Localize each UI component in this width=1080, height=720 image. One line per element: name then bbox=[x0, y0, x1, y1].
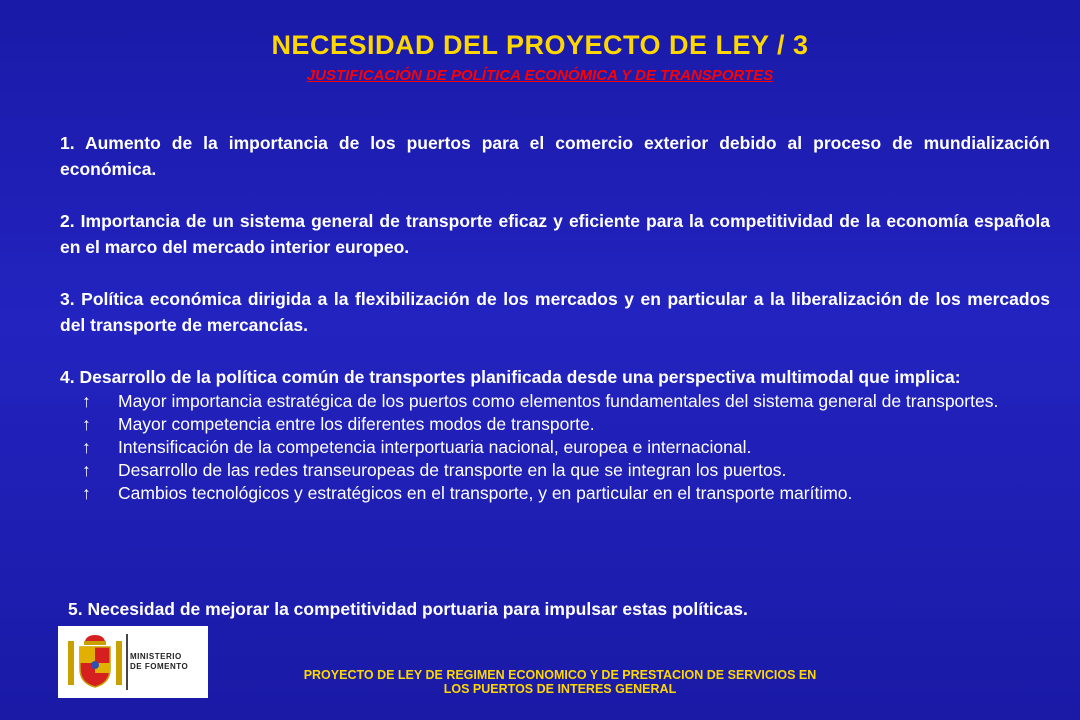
footer bbox=[200, 668, 920, 696]
list-item-5: 5. Necesidad de mejorar la competitividad portuaria para impulsar estas políticas. bbox=[68, 599, 748, 619]
sub-bullet-list bbox=[60, 390, 1050, 505]
sub-bullet-2 bbox=[60, 413, 1050, 436]
list-item-1 bbox=[60, 130, 1050, 182]
arrow-up-icon: ↑ bbox=[82, 437, 91, 457]
sub-bullet-5 bbox=[60, 482, 1050, 505]
footer-line-1: PROYECTO DE LEY DE REGIMEN ECONOMICO Y DE PRESTACION DE SERVICIOS EN bbox=[303, 668, 817, 682]
arrow-up-icon: ↑ bbox=[82, 460, 91, 480]
list-item-4 bbox=[60, 364, 1050, 390]
list-item-2 bbox=[60, 208, 1050, 260]
logo-line-1: MINISTERIO bbox=[130, 652, 182, 661]
bullet-text: Mayor competencia entre los diferentes modos de transporte. bbox=[118, 414, 595, 434]
logo-text bbox=[130, 652, 188, 672]
ministerio-logo bbox=[58, 626, 208, 698]
item-number: 4 bbox=[60, 367, 70, 387]
item-separator: . bbox=[69, 133, 75, 153]
coat-of-arms-icon bbox=[66, 631, 124, 693]
slide-subtitle: JUSTIFICACIÓN DE POLÍTICA ECONÓMICA Y DE TRANSPORTES bbox=[306, 67, 774, 84]
list-item-3 bbox=[60, 286, 1050, 338]
item-separator: . bbox=[69, 367, 75, 387]
sub-bullet-4 bbox=[60, 459, 1050, 482]
logo-line-2: DE FOMENTO bbox=[130, 662, 189, 671]
arrow-up-icon: ↑ bbox=[82, 391, 91, 411]
item-text: Política económica dirigida a la flexibilización de los mercados y en particular a la liberalización de los mercados del transporte de mercancías. bbox=[60, 289, 1050, 335]
slide-title: NECESIDAD DEL PROYECTO DE LEY / 3 bbox=[271, 30, 809, 60]
item-number: 1 bbox=[60, 133, 70, 153]
logo-divider bbox=[126, 634, 128, 690]
item-text: Aumento de la importancia de los puertos para el comercio exterior debido al proceso de mundialización económica. bbox=[60, 133, 1050, 179]
justification-list bbox=[60, 130, 1050, 505]
item-separator: . bbox=[69, 211, 75, 231]
sub-bullet-3 bbox=[60, 436, 1050, 459]
item-separator: . bbox=[69, 289, 75, 309]
item-text: Importancia de un sistema general de transporte eficaz y eficiente para la competitividad de la economía española en el marco del mercado interior europeo. bbox=[60, 211, 1050, 257]
sub-bullet-1 bbox=[60, 390, 1050, 413]
footer-line-2: LOS PUERTOS DE INTERES GENERAL bbox=[443, 682, 677, 696]
item-text: Desarrollo de la política común de transportes planificada desde una perspectiva multimodal que implica: bbox=[74, 367, 961, 387]
item-number: 2 bbox=[60, 211, 70, 231]
bullet-text: Cambios tecnológicos y estratégicos en el transporte, y en particular en el transporte marítimo. bbox=[118, 483, 853, 503]
bullet-text: Mayor importancia estratégica de los puertos como elementos fundamentales del sistema general de transportes. bbox=[118, 391, 999, 411]
arrow-up-icon: ↑ bbox=[82, 483, 91, 503]
arrow-up-icon: ↑ bbox=[82, 414, 91, 434]
bullet-text: Intensificación de la competencia interportuaria nacional, europea e internacional. bbox=[118, 437, 752, 457]
item-number: 3 bbox=[60, 289, 70, 309]
bullet-text: Desarrollo de las redes transeuropeas de transporte en la que se integran los puertos. bbox=[118, 460, 787, 480]
